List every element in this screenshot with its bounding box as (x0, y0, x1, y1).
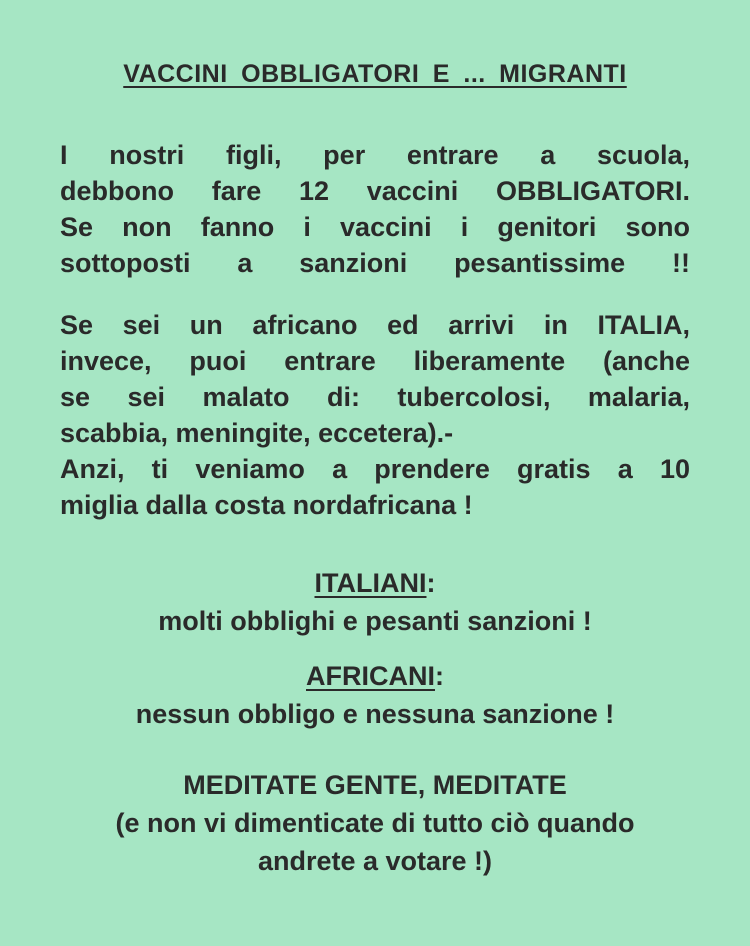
paragraph-line: debbono fare 12 vaccini OBBLIGATORI. (60, 176, 690, 206)
africani-heading-row (0, 657, 750, 695)
closing-slogan: MEDITATE GENTE, MEDITATE (183, 770, 567, 800)
flyer-title-text: VACCINI OBBLIGATORI E ... MIGRANTI (123, 60, 627, 88)
closing-section (0, 766, 750, 880)
africani-section (0, 657, 750, 733)
italiani-heading: ITALIANI (314, 568, 427, 598)
africani-heading: AFRICANI (306, 661, 435, 691)
paragraph-line: invece, puoi entrare liberamente (anche (60, 346, 690, 376)
paragraph-line: Se non fanno i vaccini i genitori sono (60, 212, 690, 242)
africani-colon: : (435, 661, 444, 691)
paragraph-line: Anzi, ti veniamo a prendere gratis a 10 (60, 454, 690, 484)
africani-text: nessun obbligo e nessuna sanzione ! (135, 699, 615, 729)
paragraph-line: sottoposti a sanzioni pesantissime !! (60, 248, 690, 278)
paragraph-line: miglia dalla costa nordafricana ! (60, 490, 473, 520)
italiani-section (0, 564, 750, 640)
flyer-title (0, 60, 750, 89)
closing-line: (e non vi dimenticate di tutto ciò quando (115, 808, 635, 838)
closing-line: andrete a votare !) (257, 846, 493, 876)
paragraph-line: scabbia, meningite, eccetera).- (60, 418, 454, 448)
paragraph-line: se sei malato di: tubercolosi, malaria, (60, 382, 690, 412)
italiani-colon: : (426, 568, 436, 598)
italiani-heading-row (0, 564, 750, 602)
italiani-text: molti obblighi e pesanti sanzioni ! (158, 606, 592, 636)
paragraph-migrants (60, 307, 690, 523)
paragraph-line: I nostri figli, per entrare a scuola, (60, 140, 690, 170)
paragraph-line: Se sei un africano ed arrivi in ITALIA, (60, 310, 690, 340)
paragraph-vaccines (60, 137, 690, 281)
